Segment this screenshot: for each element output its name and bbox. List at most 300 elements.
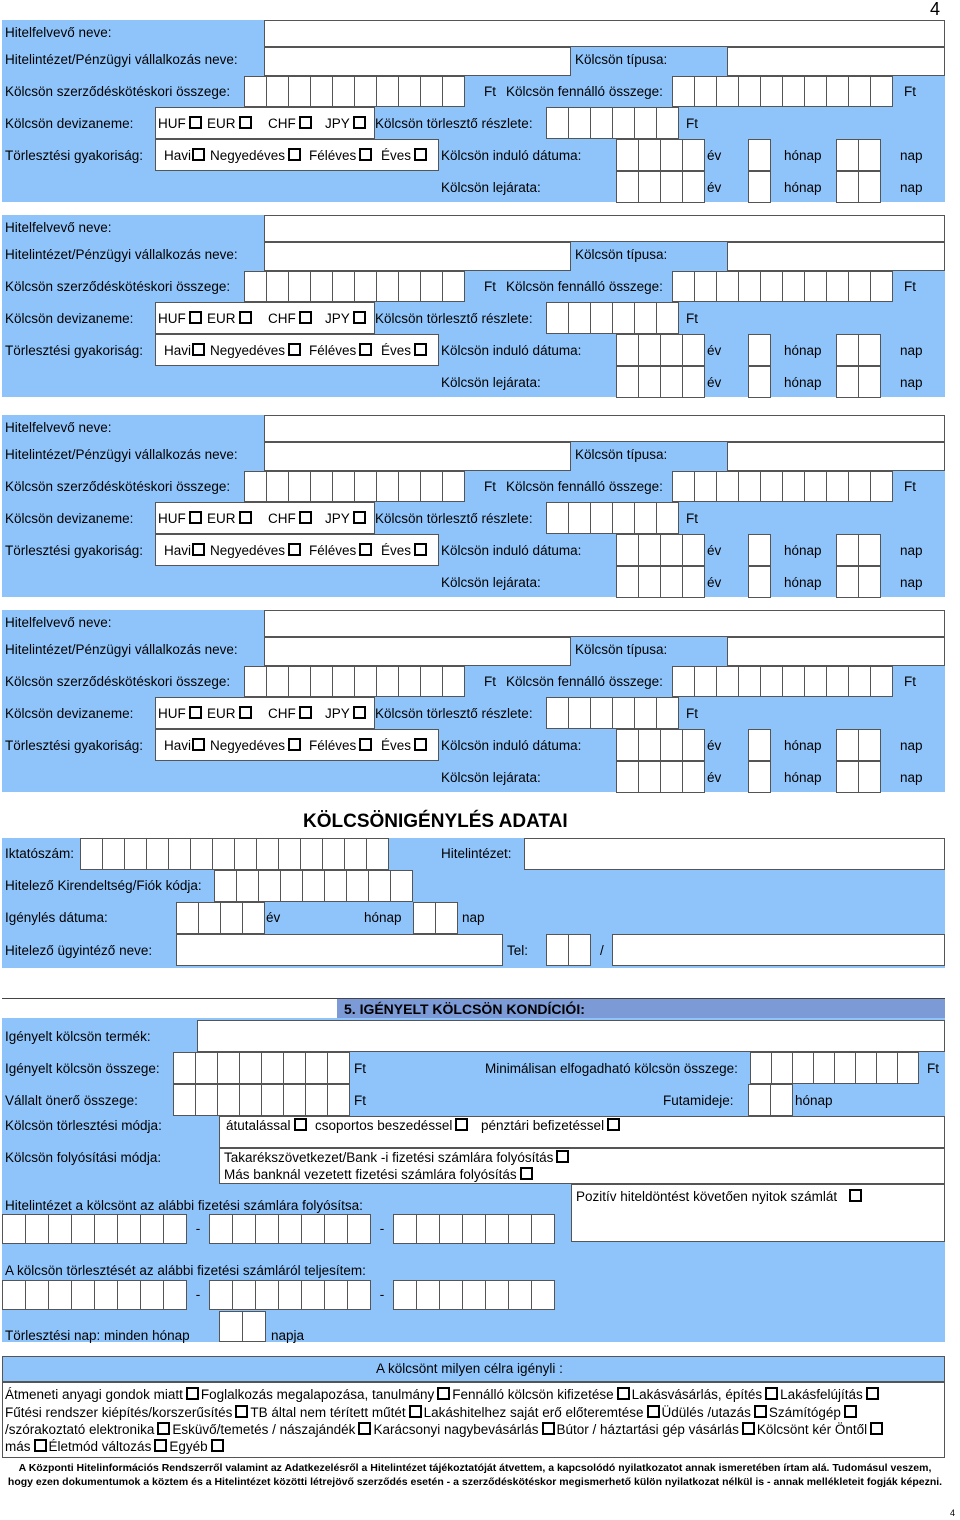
input-cell[interactable]: [302, 870, 325, 902]
input-cell[interactable]: [748, 139, 771, 171]
freq-feleves[interactable]: [309, 737, 374, 755]
input-cell[interactable]: [232, 1214, 256, 1244]
input-cell[interactable]: [48, 1280, 72, 1310]
input-cell[interactable]: [283, 1084, 306, 1116]
input-cell[interactable]: [616, 761, 639, 793]
input-cell[interactable]: [716, 471, 739, 502]
input-cell[interactable]: [660, 534, 683, 566]
currency-eur[interactable]: [207, 705, 254, 723]
checkbox[interactable]: [844, 1405, 857, 1418]
checkbox[interactable]: [409, 1405, 422, 1418]
input-cell[interactable]: [258, 870, 281, 902]
input-cell[interactable]: [858, 334, 881, 366]
currency-chf[interactable]: [268, 310, 314, 328]
checkbox[interactable]: [299, 116, 312, 129]
input-cell[interactable]: [232, 1280, 256, 1310]
input-cell[interactable]: [420, 271, 443, 302]
input-cell[interactable]: [485, 1280, 509, 1310]
repay-opt-3[interactable]: [481, 1117, 622, 1135]
input-cell[interactable]: [748, 366, 771, 398]
input-cell[interactable]: [804, 666, 827, 697]
input-cell[interactable]: [682, 139, 705, 171]
input-cell[interactable]: [834, 1052, 856, 1084]
checkbox[interactable]: [192, 148, 205, 161]
input-cell[interactable]: [278, 1214, 302, 1244]
input-cell[interactable]: [546, 934, 569, 966]
input-cell[interactable]: -: [195, 1221, 201, 1236]
input-cell[interactable]: [616, 534, 639, 566]
checkbox[interactable]: [647, 1405, 660, 1418]
input-cell[interactable]: [634, 697, 657, 729]
input-cell[interactable]: [782, 76, 805, 107]
input-cell[interactable]: [398, 271, 421, 302]
input-cell[interactable]: [25, 1280, 49, 1310]
input-cell[interactable]: [616, 139, 639, 171]
loan-type-field[interactable]: [727, 47, 945, 76]
input-cell[interactable]: [266, 76, 289, 107]
input-cell[interactable]: [826, 471, 849, 502]
input-cell[interactable]: [195, 1052, 218, 1084]
input-cell[interactable]: [266, 471, 289, 502]
input-cell[interactable]: [368, 870, 391, 902]
input-cell[interactable]: [848, 271, 871, 302]
input-cell[interactable]: [870, 666, 893, 697]
input-cell[interactable]: [94, 1214, 118, 1244]
input-cell[interactable]: [324, 1214, 348, 1244]
input-cell[interactable]: [163, 1280, 187, 1310]
input-cell[interactable]: [782, 271, 805, 302]
input-cell[interactable]: [826, 76, 849, 107]
input-cell[interactable]: [870, 471, 893, 502]
input-cell[interactable]: [546, 107, 569, 139]
input-cell[interactable]: [25, 1214, 49, 1244]
input-cell[interactable]: [771, 1052, 793, 1084]
input-cell[interactable]: [616, 334, 639, 366]
checkbox[interactable]: [414, 148, 427, 161]
input-cell[interactable]: [420, 666, 443, 697]
input-cell[interactable]: [278, 838, 301, 870]
input-cell[interactable]: [836, 139, 859, 171]
input-cell[interactable]: [173, 1084, 196, 1116]
input-cell[interactable]: [760, 271, 783, 302]
input-cell[interactable]: [288, 76, 311, 107]
input-cell[interactable]: [638, 139, 661, 171]
input-cell[interactable]: [738, 271, 761, 302]
input-cell[interactable]: [682, 171, 705, 203]
checkbox[interactable]: [299, 706, 312, 719]
input-cell[interactable]: [310, 76, 333, 107]
input-cell[interactable]: [393, 1214, 417, 1244]
freq-negyedeves[interactable]: [210, 147, 303, 165]
tel-number-field[interactable]: [612, 934, 945, 966]
input-cell[interactable]: [242, 1311, 266, 1342]
currency-huf[interactable]: [158, 115, 204, 133]
checkbox[interactable]: [353, 311, 366, 324]
checkbox[interactable]: [765, 1387, 778, 1400]
input-cell[interactable]: [672, 471, 695, 502]
currency-eur[interactable]: [207, 510, 254, 528]
input-cell[interactable]: [439, 1280, 463, 1310]
input-cell[interactable]: [590, 302, 613, 334]
borrower-name-field[interactable]: [264, 415, 945, 442]
input-cell[interactable]: [393, 1280, 417, 1310]
input-cell[interactable]: [656, 302, 679, 334]
checkbox[interactable]: [192, 343, 205, 356]
input-cell[interactable]: [612, 302, 635, 334]
input-cell[interactable]: [327, 1052, 350, 1084]
input-cell[interactable]: [219, 1311, 243, 1342]
freq-negyedeves[interactable]: [210, 342, 303, 360]
input-cell[interactable]: [616, 729, 639, 761]
input-cell[interactable]: [876, 1052, 898, 1084]
input-cell[interactable]: [568, 107, 591, 139]
input-cell[interactable]: [117, 1280, 141, 1310]
checkbox[interactable]: [299, 511, 312, 524]
input-cell[interactable]: [616, 171, 639, 203]
input-cell[interactable]: [836, 534, 859, 566]
checkbox[interactable]: [288, 343, 301, 356]
input-cell[interactable]: [638, 729, 661, 761]
input-cell[interactable]: [546, 502, 569, 534]
input-cell[interactable]: [212, 838, 235, 870]
input-cell[interactable]: [236, 870, 259, 902]
product-input[interactable]: [197, 1020, 945, 1052]
input-cell[interactable]: [327, 1084, 350, 1116]
borrower-name-field[interactable]: [264, 215, 945, 242]
input-cell[interactable]: [242, 902, 265, 934]
input-cell[interactable]: [332, 76, 355, 107]
input-cell[interactable]: [616, 366, 639, 398]
input-cell[interactable]: [354, 471, 377, 502]
input-cell[interactable]: [462, 1214, 486, 1244]
checkbox[interactable]: [414, 738, 427, 751]
input-cell[interactable]: [612, 697, 635, 729]
input-cell[interactable]: [634, 107, 657, 139]
input-cell[interactable]: [354, 666, 377, 697]
input-cell[interactable]: [836, 334, 859, 366]
checkbox[interactable]: [288, 148, 301, 161]
input-cell[interactable]: [738, 666, 761, 697]
checkbox[interactable]: [157, 1422, 170, 1435]
input-cell[interactable]: [634, 302, 657, 334]
checkbox[interactable]: [359, 148, 372, 161]
input-cell[interactable]: [209, 1280, 233, 1310]
input-cell[interactable]: [748, 534, 771, 566]
input-cell[interactable]: [124, 838, 147, 870]
input-cell[interactable]: [508, 1214, 532, 1244]
input-cell[interactable]: [782, 471, 805, 502]
input-cell[interactable]: [682, 566, 705, 598]
input-cell[interactable]: [858, 729, 881, 761]
input-cell[interactable]: [413, 902, 436, 934]
input-cell[interactable]: [398, 76, 421, 107]
currency-chf[interactable]: [268, 705, 314, 723]
input-cell[interactable]: [266, 271, 289, 302]
institution-name-field[interactable]: [264, 242, 571, 271]
input-cell[interactable]: [660, 761, 683, 793]
input-cell[interactable]: [420, 76, 443, 107]
currency-huf[interactable]: [158, 510, 204, 528]
input-cell[interactable]: [638, 566, 661, 598]
input-cell[interactable]: [672, 666, 695, 697]
input-cell[interactable]: [94, 1280, 118, 1310]
input-cell[interactable]: [748, 1084, 771, 1116]
input-cell[interactable]: [324, 870, 347, 902]
input-cell[interactable]: [239, 1052, 262, 1084]
checkbox[interactable]: [154, 1439, 167, 1452]
input-cell[interactable]: [858, 139, 881, 171]
input-cell[interactable]: [682, 366, 705, 398]
checkbox[interactable]: [34, 1439, 47, 1452]
freq-eves[interactable]: [381, 147, 429, 165]
input-cell[interactable]: [332, 666, 355, 697]
currency-jpy[interactable]: [325, 115, 368, 133]
input-cell[interactable]: [858, 566, 881, 598]
input-cell[interactable]: [590, 697, 613, 729]
input-cell[interactable]: [546, 697, 569, 729]
input-cell[interactable]: [280, 870, 303, 902]
input-cell[interactable]: [848, 76, 871, 107]
currency-jpy[interactable]: [325, 310, 368, 328]
input-cell[interactable]: [590, 502, 613, 534]
input-cell[interactable]: [656, 697, 679, 729]
input-cell[interactable]: [770, 1084, 793, 1116]
checkbox[interactable]: [239, 706, 252, 719]
input-cell[interactable]: [305, 1084, 328, 1116]
input-cell[interactable]: [870, 271, 893, 302]
input-cell[interactable]: [897, 1052, 919, 1084]
input-cell[interactable]: [442, 471, 465, 502]
checkbox[interactable]: [189, 706, 202, 719]
freq-eves[interactable]: [381, 737, 429, 755]
input-cell[interactable]: [750, 1052, 772, 1084]
input-cell[interactable]: [278, 1280, 302, 1310]
disburse-opt-2[interactable]: [224, 1166, 535, 1183]
input-cell[interactable]: [462, 1280, 486, 1310]
input-cell[interactable]: [804, 471, 827, 502]
input-cell[interactable]: [310, 271, 333, 302]
input-cell[interactable]: [855, 1052, 877, 1084]
input-cell[interactable]: [836, 761, 859, 793]
input-cell[interactable]: [332, 471, 355, 502]
input-cell[interactable]: [568, 697, 591, 729]
input-cell[interactable]: [376, 271, 399, 302]
input-cell[interactable]: [301, 1280, 325, 1310]
checkbox[interactable]: [358, 1422, 371, 1435]
checkbox[interactable]: [299, 311, 312, 324]
checkbox[interactable]: [866, 1387, 879, 1400]
input-cell[interactable]: [347, 1280, 371, 1310]
input-cell[interactable]: [324, 1280, 348, 1310]
input-cell[interactable]: [2, 1214, 26, 1244]
checkbox[interactable]: [414, 543, 427, 556]
input-cell[interactable]: [638, 334, 661, 366]
input-cell[interactable]: [694, 471, 717, 502]
input-cell[interactable]: [682, 534, 705, 566]
freq-havi[interactable]: [164, 342, 207, 360]
input-cell[interactable]: [442, 271, 465, 302]
input-cell[interactable]: [531, 1214, 555, 1244]
input-cell[interactable]: [244, 471, 267, 502]
checkbox[interactable]: [353, 706, 366, 719]
input-cell[interactable]: [634, 502, 657, 534]
input-cell[interactable]: [266, 666, 289, 697]
currency-chf[interactable]: [268, 115, 314, 133]
input-cell[interactable]: [848, 471, 871, 502]
input-cell[interactable]: [660, 139, 683, 171]
input-cell[interactable]: [442, 76, 465, 107]
checkbox[interactable]: [742, 1422, 755, 1435]
borrower-name-field[interactable]: [264, 610, 945, 637]
input-cell[interactable]: [638, 171, 661, 203]
freq-feleves[interactable]: [309, 342, 374, 360]
input-cell[interactable]: [117, 1214, 141, 1244]
checkbox[interactable]: [617, 1387, 630, 1400]
input-cell[interactable]: [590, 107, 613, 139]
checkbox[interactable]: [849, 1189, 862, 1202]
freq-negyedeves[interactable]: [210, 737, 303, 755]
input-cell[interactable]: [220, 902, 243, 934]
input-cell[interactable]: [347, 1214, 371, 1244]
input-cell[interactable]: [48, 1214, 72, 1244]
input-cell[interactable]: [826, 271, 849, 302]
checkbox[interactable]: [542, 1422, 555, 1435]
checkbox[interactable]: [294, 1118, 307, 1131]
input-cell[interactable]: [660, 334, 683, 366]
checkbox[interactable]: [189, 511, 202, 524]
clerk-name-field[interactable]: [176, 934, 503, 966]
checkbox[interactable]: [520, 1167, 533, 1180]
freq-feleves[interactable]: [309, 147, 374, 165]
input-cell[interactable]: [870, 76, 893, 107]
checkbox[interactable]: [192, 738, 205, 751]
currency-huf[interactable]: [158, 310, 204, 328]
currency-eur[interactable]: [207, 310, 254, 328]
input-cell[interactable]: [390, 870, 413, 902]
input-cell[interactable]: [376, 76, 399, 107]
borrower-name-field[interactable]: [264, 20, 945, 47]
input-cell[interactable]: [546, 302, 569, 334]
input-cell[interactable]: [442, 666, 465, 697]
input-cell[interactable]: [80, 838, 103, 870]
checkbox[interactable]: [359, 343, 372, 356]
checkbox[interactable]: [359, 738, 372, 751]
checkbox[interactable]: [288, 543, 301, 556]
input-cell[interactable]: [163, 1214, 187, 1244]
loan-type-field[interactable]: [727, 637, 945, 666]
checkbox[interactable]: [870, 1422, 883, 1435]
input-cell[interactable]: [214, 870, 237, 902]
input-cell[interactable]: [209, 1214, 233, 1244]
input-cell[interactable]: [782, 666, 805, 697]
input-cell[interactable]: [288, 471, 311, 502]
input-cell[interactable]: [416, 1280, 440, 1310]
checkbox[interactable]: [607, 1118, 620, 1131]
input-cell[interactable]: [858, 366, 881, 398]
input-cell[interactable]: [2, 1280, 26, 1310]
input-cell[interactable]: [660, 171, 683, 203]
currency-chf[interactable]: [268, 510, 314, 528]
input-cell[interactable]: [836, 566, 859, 598]
input-cell[interactable]: [716, 76, 739, 107]
input-cell[interactable]: [716, 666, 739, 697]
input-cell[interactable]: [140, 1214, 164, 1244]
input-cell[interactable]: -: [195, 1287, 201, 1302]
input-cell[interactable]: [836, 366, 859, 398]
input-cell[interactable]: [656, 502, 679, 534]
input-cell[interactable]: [256, 838, 279, 870]
input-cell[interactable]: [858, 761, 881, 793]
input-cell[interactable]: [682, 334, 705, 366]
input-cell[interactable]: [310, 471, 333, 502]
input-cell[interactable]: [638, 761, 661, 793]
freq-feleves[interactable]: [309, 542, 374, 560]
freq-eves[interactable]: [381, 542, 429, 560]
checkbox[interactable]: [189, 311, 202, 324]
freq-eves[interactable]: [381, 342, 429, 360]
input-cell[interactable]: [568, 934, 591, 966]
loan-type-field[interactable]: [727, 442, 945, 471]
input-cell[interactable]: [71, 1280, 95, 1310]
currency-jpy[interactable]: [325, 510, 368, 528]
institution-name-field[interactable]: [264, 442, 571, 471]
input-cell[interactable]: [716, 271, 739, 302]
checkbox[interactable]: [437, 1387, 450, 1400]
input-cell[interactable]: [416, 1214, 440, 1244]
input-cell[interactable]: [244, 76, 267, 107]
input-cell[interactable]: [660, 366, 683, 398]
input-cell[interactable]: [748, 761, 771, 793]
input-cell[interactable]: [858, 534, 881, 566]
input-cell[interactable]: [300, 838, 323, 870]
input-cell[interactable]: [288, 271, 311, 302]
input-cell[interactable]: [305, 1052, 328, 1084]
input-cell[interactable]: [694, 271, 717, 302]
freq-havi[interactable]: [164, 542, 207, 560]
input-cell[interactable]: [283, 1052, 306, 1084]
repay-opt-2[interactable]: [315, 1117, 470, 1135]
input-cell[interactable]: [234, 838, 257, 870]
loan-type-field[interactable]: [727, 242, 945, 271]
checkbox[interactable]: [186, 1387, 199, 1400]
input-cell[interactable]: [792, 1052, 814, 1084]
input-cell[interactable]: [848, 666, 871, 697]
input-cell[interactable]: [255, 1214, 279, 1244]
input-cell[interactable]: [612, 107, 635, 139]
input-cell[interactable]: [435, 902, 458, 934]
input-cell[interactable]: [760, 471, 783, 502]
input-cell[interactable]: [660, 566, 683, 598]
input-cell[interactable]: [748, 729, 771, 761]
input-cell[interactable]: [836, 729, 859, 761]
input-cell[interactable]: [244, 271, 267, 302]
input-cell[interactable]: [638, 366, 661, 398]
checkbox[interactable]: [455, 1118, 468, 1131]
institution-field[interactable]: [524, 838, 945, 870]
input-cell[interactable]: [354, 271, 377, 302]
input-cell[interactable]: [190, 838, 213, 870]
input-cell[interactable]: [485, 1214, 509, 1244]
input-cell[interactable]: [439, 1214, 463, 1244]
input-cell[interactable]: [420, 471, 443, 502]
input-cell[interactable]: [366, 838, 389, 870]
input-cell[interactable]: -: [379, 1221, 385, 1236]
input-cell[interactable]: [168, 838, 191, 870]
input-cell[interactable]: [531, 1280, 555, 1310]
input-cell[interactable]: [760, 76, 783, 107]
checkbox[interactable]: [353, 511, 366, 524]
input-cell[interactable]: [694, 76, 717, 107]
